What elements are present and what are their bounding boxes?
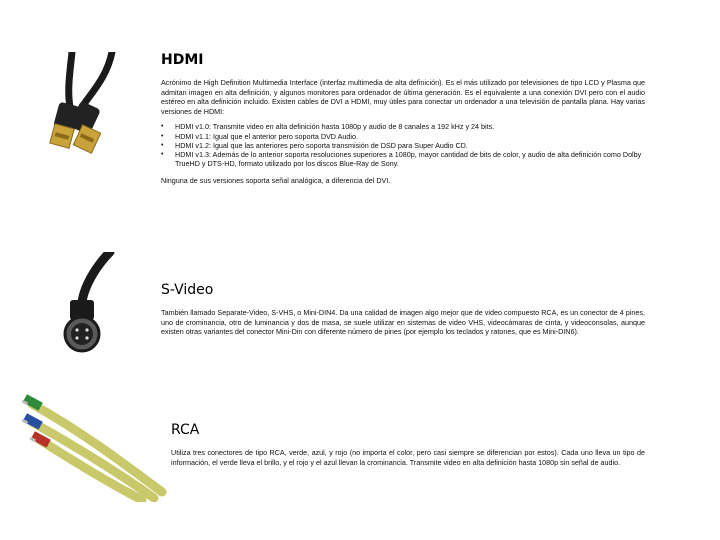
section-paragraph: Acrónimo de High Definition Multimedia Interface (interfaz multimedia de alta definición). Es el más utilizado por televisiones de tipo LCD y Plasma que admitan imagen en alta definición, y algunos monitores para ordenador de última generación. Es el equivalente a una conexión DVI pero con el audio estéreo en alta definición incluido. Existen cables de DVI a HDMI, muy útiles para conectar un ordenador a una televisión de pantalla plana. Hay varias versiones de HDMI: [161,78,645,116]
list-item: • HDMI v1.1: Igual que el anterior pero soporta DVD Audio. [161,132,645,141]
section-title: RCA [171,422,200,438]
section-paragraph: Utiliza tres conectores de tipo RCA, verde, azul, y rojo (no importa el color, pero casi siempre se diferencian por estos). Cada uno lleva un tipo de información, el verde lleva el brillo, y el rojo y el azul llevan la crominancia. Transmite video en alta definición hasta 1080p sin señal de audio. [171,448,645,467]
list-item: • HDMI v1.2: Igual que las anteriores pero soporta transmisión de DSD para Super Audio CD. [161,141,645,150]
svideo-section [161,282,645,337]
hdmi-cable-icon [22,52,132,164]
list-item: • HDMI v1.3: Además de lo anterior soporta resoluciones superiores a 1080p, mayor cantidad de bits de color, y audio de alta definición como Dolby TrueHD y DTS-HD, formato utilizado por los discos Blue-Ray de Sony. [161,150,645,168]
svideo-cable-icon [40,252,130,362]
section-title: HDMI [161,52,204,68]
version-list [161,122,645,168]
section-title: S-Video [161,282,214,298]
hdmi-section [161,52,645,186]
rca-cable-icon [22,392,172,502]
section-paragraph: También llamado Separate-Video, S-VHS, o Mini-DIN4. Da una calidad de imagen algo mejor que de video compuesto RCA, es un conector de 4 pines, uno de crominancia, otro de luminancia y dos de masa, se suele utilizar en sistemas de video VHS, videocámaras de cinta, y videoconsolas, aunque existen otras variantes del conector Mini-Din con diferente número de pines (por ejemplo los teclados y ratones, que es Mini-DIN6). [161,308,645,337]
list-item: • HDMI v1.0: Transmite video en alta definición hasta 1080p y audio de 8 canales a 192 kHz y 24 bits. [161,122,645,131]
section-note: Ninguna de sus versiones soporta señal analógica, a diferencia del DVI. [161,176,391,186]
rca-section [171,422,645,467]
